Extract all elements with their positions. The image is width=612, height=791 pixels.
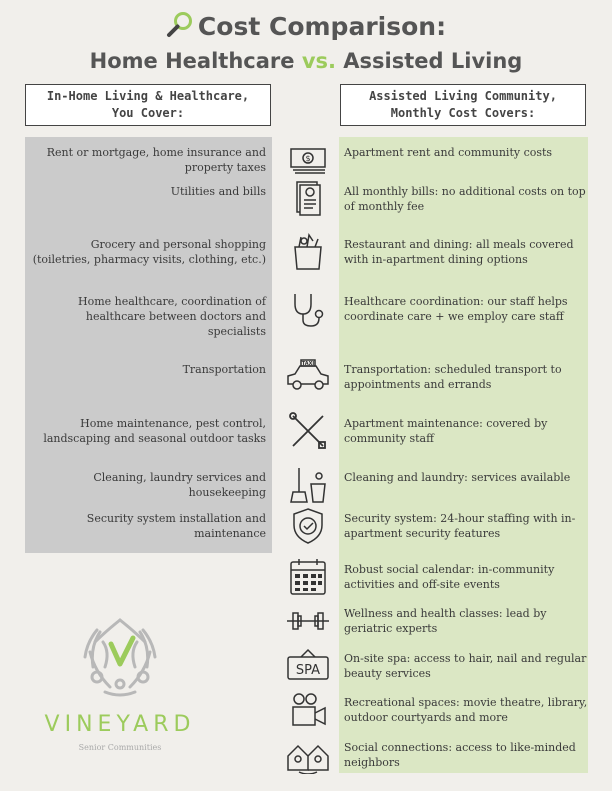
spa-sign-text: SPA xyxy=(295,663,321,678)
dumbbell-icon xyxy=(285,602,331,640)
left-item: Security system installation and maintenance xyxy=(86,512,266,540)
tools-icon xyxy=(285,412,331,450)
left-column-header xyxy=(25,84,271,126)
right-item: Wellness and health classes: lead by geriatric experts xyxy=(344,607,547,635)
svg-text:$: $ xyxy=(305,154,311,163)
left-item: Home healthcare, coordination of healthcare between doctors and specialists xyxy=(77,295,266,338)
right-item: Apartment maintenance: covered by community staff xyxy=(344,417,548,445)
right-item: Restaurant and dining: all meals covered with in-apartment dining options xyxy=(344,238,574,266)
right-item: Robust social calendar: in-community activities and off-site events xyxy=(344,563,555,591)
projector-icon xyxy=(285,691,331,729)
vineyard-logo xyxy=(25,612,215,752)
houses-icon xyxy=(285,736,331,774)
right-item: Cleaning and laundry: services available xyxy=(344,471,571,484)
page-subtitle xyxy=(0,46,612,76)
logo-wordmark: VINEYARD xyxy=(44,712,196,737)
right-header-line1: Assisted Living Community, xyxy=(369,89,557,103)
right-item: Social connections: access to like-minded neighbors xyxy=(344,741,576,769)
subtitle-vs: vs. xyxy=(301,49,336,73)
page-title xyxy=(0,10,612,46)
left-item: Rent or mortgage, home insurance and property taxes xyxy=(46,146,266,174)
spa-sign-icon xyxy=(285,647,331,685)
stethoscope-icon xyxy=(285,290,331,328)
left-item: Grocery and personal shopping (toiletries, pharmacy visits, clothing, etc.) xyxy=(32,238,266,266)
subtitle-part2: Assisted Living xyxy=(335,49,523,73)
vine-wreath-icon xyxy=(75,612,165,702)
subtitle-part1: Home Healthcare xyxy=(89,49,302,73)
taxi-icon xyxy=(285,358,331,396)
grocery-bag-icon xyxy=(285,233,331,271)
right-item: All monthly bills: no additional costs on top of monthly fee xyxy=(344,185,586,213)
calendar-icon xyxy=(285,558,331,596)
right-item: Healthcare coordination: our staff helps coordinate care + we employ care staff xyxy=(344,295,568,323)
logo-tagline: Senior Communities xyxy=(78,743,162,752)
right-item: On-site spa: access to hair, nail and regular beauty services xyxy=(344,652,587,680)
right-item: Transportation: scheduled transport to appointments and errands xyxy=(344,363,562,391)
left-item: Home maintenance, pest control, landscaping and seasonal outdoor tasks xyxy=(43,417,266,445)
shield-icon xyxy=(285,507,331,545)
right-item: Security system: 24-hour staffing with in-apartment security features xyxy=(344,512,576,540)
left-item: Cleaning, laundry services and housekeeping xyxy=(93,471,266,499)
right-header-line2: Monthly Cost Covers: xyxy=(390,106,536,120)
money-icon xyxy=(285,141,331,179)
left-item: Transportation xyxy=(182,363,266,376)
taxi-sign-text: TAXI xyxy=(301,361,315,367)
right-column-header xyxy=(340,84,586,126)
magnifier-icon xyxy=(166,10,194,46)
left-header-line1: In-Home Living & Healthcare, xyxy=(46,89,250,103)
title-line1: Cost Comparison: xyxy=(197,12,447,41)
left-header-line2: You Cover: xyxy=(111,106,185,120)
title-area xyxy=(0,10,612,76)
cleaning-icon xyxy=(285,466,331,504)
bill-icon xyxy=(285,180,331,218)
right-item: Apartment rent and community costs xyxy=(344,146,553,159)
right-item: Recreational spaces: movie theatre, library, outdoor courtyards and more xyxy=(344,696,588,724)
left-item: Utilities and bills xyxy=(170,185,266,198)
